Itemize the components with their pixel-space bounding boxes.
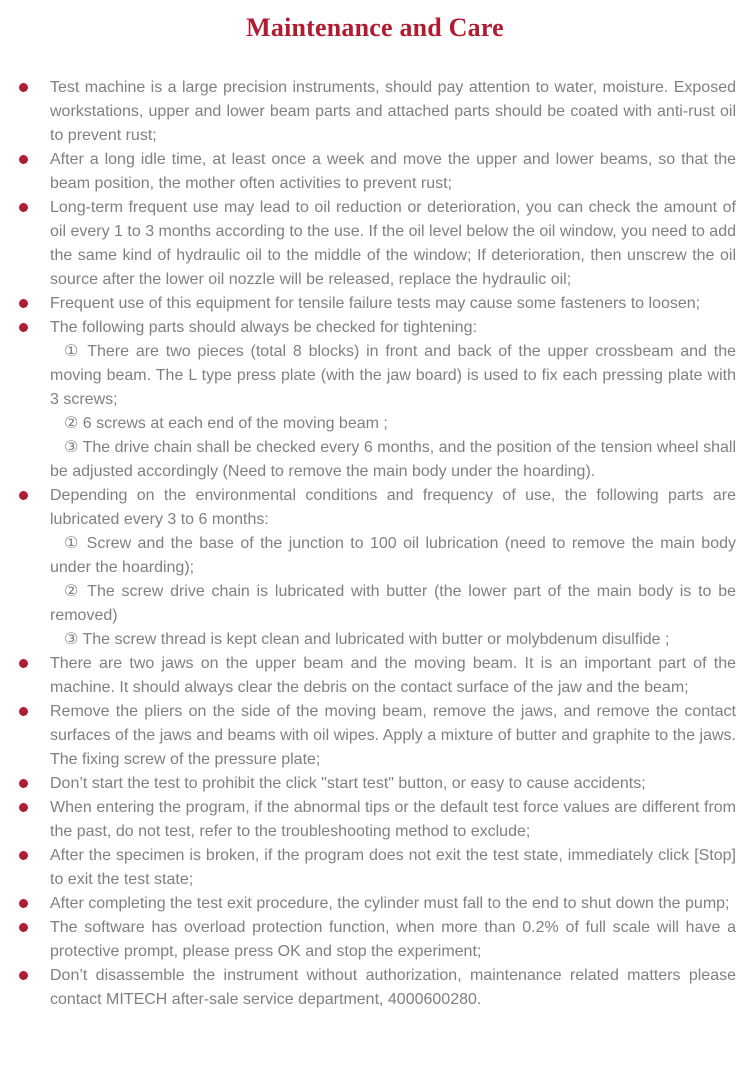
bullet-icon <box>19 803 28 812</box>
item-text: The following parts should always be checked for tightening: <box>50 319 477 336</box>
item-text: Don’t disassemble the instrument without authorization, maintenance related matters please contact MITECH after-sale service department, 4000600280. <box>50 967 736 1008</box>
list-item <box>50 316 736 484</box>
item-text: After a long idle time, at least once a week and move the upper and lower beams, so that the beam position, the mother often activities to prevent rust; <box>50 151 736 192</box>
bullet-icon <box>19 155 28 164</box>
bullet-icon <box>19 851 28 860</box>
list-item <box>50 292 736 316</box>
bullet-icon <box>19 779 28 788</box>
bullet-icon <box>19 491 28 500</box>
list-item <box>50 844 736 892</box>
item-text: Frequent use of this equipment for tensile failure tests may cause some fasteners to loosen; <box>50 295 701 312</box>
bullet-icon <box>19 899 28 908</box>
bullet-icon <box>19 707 28 716</box>
bullet-icon <box>19 299 28 308</box>
item-text: There are two jaws on the upper beam and the moving beam. It is an important part of the machine. It should always clear the debris on the contact surface of the jaw and the beam; <box>50 655 736 696</box>
item-subtext: ③ The screw thread is kept clean and lubricated with butter or molybdenum disulfide ; <box>64 631 670 648</box>
item-subtext: ① Screw and the base of the junction to 100 oil lubrication (need to remove the main body under the hoarding); <box>50 535 736 576</box>
list-item <box>50 196 736 292</box>
list-item <box>50 148 736 196</box>
list-item <box>50 772 736 796</box>
item-subtext: ② The screw drive chain is lubricated with butter (the lower part of the main body is to be removed) <box>50 583 736 624</box>
page-title: Maintenance and Care <box>246 13 504 42</box>
bullet-icon <box>19 323 28 332</box>
list-item <box>50 76 736 148</box>
list-item <box>50 916 736 964</box>
item-text: Don’t start the test to prohibit the click "start test" button, or easy to cause accidents; <box>50 775 646 792</box>
item-subtext: ① There are two pieces (total 8 blocks) in front and back of the upper crossbeam and the moving beam. The L type press plate (with the jaw board) is used to fix each pressing plate with 3 screws; <box>50 343 736 408</box>
bullet-icon <box>19 923 28 932</box>
item-text: Remove the pliers on the side of the moving beam, remove the jaws, and remove the contact surfaces of the jaws and beams with oil wipes. Apply a mixture of butter and graphite to the jaws. The fixing screw of the pressure plate; <box>50 703 736 768</box>
bullet-icon <box>19 203 28 212</box>
list-item <box>50 964 736 1012</box>
maintenance-list <box>0 76 750 1012</box>
bullet-icon <box>19 971 28 980</box>
list-item <box>50 652 736 700</box>
item-text: Long-term frequent use may lead to oil reduction or deterioration, you can check the amount of oil every 1 to 3 months according to the use. If the oil level below the oil window, you need to add the same kind of hydraulic oil to the middle of the window; If deterioration, then unscrew the oil source after the lower oil nozzle will be released, replace the hydraulic oil; <box>50 199 736 288</box>
item-text: Depending on the environmental conditions and frequency of use, the following parts are lubricated every 3 to 6 months: <box>50 487 736 528</box>
list-item <box>50 700 736 772</box>
bullet-icon <box>19 83 28 92</box>
list-item <box>50 892 736 916</box>
item-text: Test machine is a large precision instruments, should pay attention to water, moisture. Exposed workstations, upper and lower beam parts and attached parts should be coated with anti-rust oil to prevent rust; <box>50 79 736 144</box>
item-text: After the specimen is broken, if the program does not exit the test state, immediately click [Stop] to exit the test state; <box>50 847 736 888</box>
item-subtext: ③ The drive chain shall be checked every 6 months, and the position of the tension wheel shall be adjusted accordingly (Need to remove the main body under the hoarding). <box>50 439 736 480</box>
item-text: The software has overload protection function, when more than 0.2% of full scale will have a protective prompt, please press OK and stop the experiment; <box>50 919 736 960</box>
bullet-icon <box>19 659 28 668</box>
item-subtext: ② 6 screws at each end of the moving beam ; <box>64 415 388 432</box>
list-item <box>50 484 736 652</box>
item-text: When entering the program, if the abnormal tips or the default test force values are different from the past, do not test, refer to the troubleshooting method to exclude; <box>50 799 736 840</box>
item-text: After completing the test exit procedure, the cylinder must fall to the end to shut down the pump; <box>50 895 730 912</box>
list-item <box>50 796 736 844</box>
